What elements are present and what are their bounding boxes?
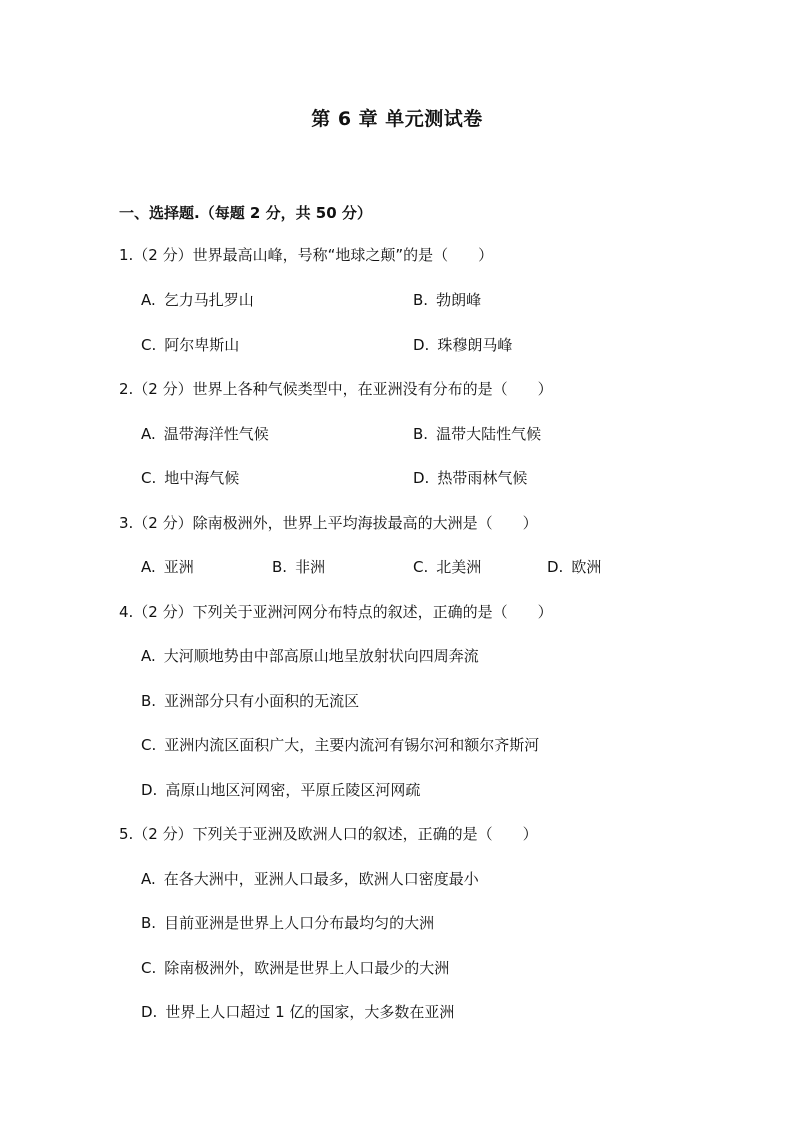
option-letter: C. xyxy=(141,959,157,977)
question-4-option-b xyxy=(141,691,359,711)
option-letter: D. xyxy=(141,1003,158,1021)
question-2-option-a xyxy=(141,424,269,444)
option-letter: A. xyxy=(141,870,156,888)
question-5-option-a xyxy=(141,869,479,889)
option-text: 除南极洲外，欧洲是世界上人口最少的大洲 xyxy=(164,959,450,977)
option-text: 目前亚洲是世界上人口分布最均匀的大洲 xyxy=(164,914,435,932)
option-letter: D. xyxy=(413,469,430,487)
option-text: 亚洲内流区面积广大，主要内流河有锡尔河和额尔齐斯河 xyxy=(164,736,540,754)
option-text: 在各大洲中，亚洲人口最多，欧洲人口密度最小 xyxy=(163,870,479,888)
option-text: 非洲 xyxy=(295,558,326,576)
question-5-option-d xyxy=(141,1002,454,1022)
question-2-stem: 2.（2 分）世界上各种气候类型中，在亚洲没有分布的是（ ） xyxy=(119,380,553,398)
question-5-option-b xyxy=(141,913,434,933)
question-1-stem: 1.（2 分）世界最高山峰，号称“地球之颠”的是（ ） xyxy=(119,246,494,264)
option-letter: B. xyxy=(141,692,157,710)
page-title: 第 6 章 单元测试卷 xyxy=(311,108,483,130)
option-text: 阿尔卑斯山 xyxy=(164,336,240,354)
question-1-option-b xyxy=(413,290,481,310)
option-letter: B. xyxy=(413,425,429,443)
section-heading: 一、选择题.（每题 2 分，共 50 分） xyxy=(119,204,372,222)
question-4-option-d xyxy=(141,780,420,800)
option-letter: C. xyxy=(413,558,429,576)
question-3-option-a xyxy=(141,557,194,577)
option-letter: B. xyxy=(272,558,288,576)
question-3-option-d xyxy=(547,557,601,577)
option-text: 温带大陆性气候 xyxy=(436,425,542,443)
question-5-option-c xyxy=(141,958,449,978)
question-3-stem: 3.（2 分）除南极洲外，世界上平均海拔最高的大洲是（ ） xyxy=(119,514,538,532)
question-4-option-a xyxy=(141,646,479,666)
option-letter: C. xyxy=(141,469,157,487)
question-2-option-d xyxy=(413,468,527,488)
option-text: 欧洲 xyxy=(571,558,602,576)
option-text: 大河顺地势由中部高原山地呈放射状向四周奔流 xyxy=(163,647,479,665)
question-2-option-c xyxy=(141,468,239,488)
question-4-stem: 4.（2 分）下列关于亚洲河网分布特点的叙述，正确的是（ ） xyxy=(119,603,553,621)
option-text: 亚洲 xyxy=(163,558,194,576)
option-letter: A. xyxy=(141,425,156,443)
option-letter: D. xyxy=(413,336,430,354)
option-text: 勃朗峰 xyxy=(436,291,482,309)
option-letter: D. xyxy=(547,558,564,576)
option-text: 温带海洋性气候 xyxy=(163,425,269,443)
option-text: 热带雨林气候 xyxy=(437,469,528,487)
question-5-stem: 5.（2 分）下列关于亚洲及欧洲人口的叙述，正确的是（ ） xyxy=(119,825,538,843)
question-3-option-b xyxy=(272,557,325,577)
option-letter: C. xyxy=(141,336,157,354)
option-letter: B. xyxy=(413,291,429,309)
option-text: 高原山地区河网密，平原丘陵区河网疏 xyxy=(165,781,421,799)
option-letter: A. xyxy=(141,291,156,309)
option-letter: A. xyxy=(141,647,156,665)
option-text: 乞力马扎罗山 xyxy=(163,291,254,309)
question-1-option-c xyxy=(141,335,239,355)
option-letter: C. xyxy=(141,736,157,754)
question-2-option-b xyxy=(413,424,541,444)
option-text: 珠穆朗马峰 xyxy=(437,336,513,354)
option-letter: D. xyxy=(141,781,158,799)
question-3-option-c xyxy=(413,557,481,577)
option-text: 北美洲 xyxy=(436,558,482,576)
question-1-option-a xyxy=(141,290,254,310)
option-text: 世界上人口超过 1 亿的国家，大多数在亚洲 xyxy=(165,1003,455,1021)
option-text: 亚洲部分只有小面积的无流区 xyxy=(164,692,360,710)
option-letter: A. xyxy=(141,558,156,576)
question-1-option-d xyxy=(413,335,512,355)
option-letter: B. xyxy=(141,914,157,932)
option-text: 地中海气候 xyxy=(164,469,240,487)
question-4-option-c xyxy=(141,735,539,755)
